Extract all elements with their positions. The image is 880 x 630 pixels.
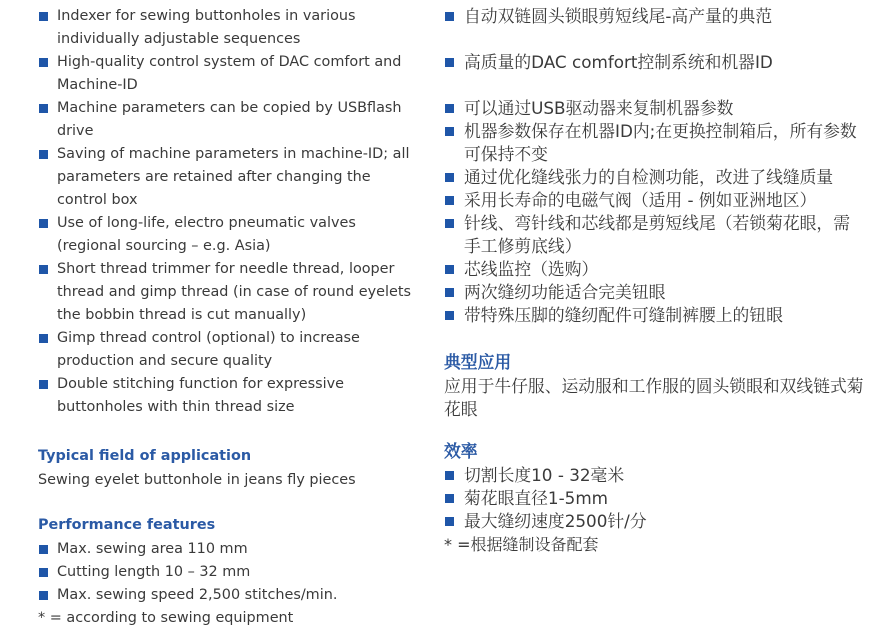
performance-text: Max. sewing area 110 mm bbox=[57, 541, 248, 557]
equipment-note: * = according to sewing equipment bbox=[38, 610, 294, 626]
square-bullet-icon bbox=[445, 219, 454, 228]
list-item bbox=[38, 258, 422, 327]
equipment-note: * =根据缝制设备配套 bbox=[444, 535, 599, 554]
square-bullet-icon bbox=[445, 311, 454, 320]
square-bullet-icon bbox=[39, 150, 48, 159]
performance-heading: Performance features bbox=[38, 517, 216, 533]
chinese-feature-list bbox=[444, 5, 864, 327]
list-item bbox=[444, 51, 864, 74]
list-item bbox=[38, 5, 422, 51]
application-text: 应用于牛仔服、运动服和工作服的圆头锁眼和双线链式菊花眼 bbox=[444, 376, 864, 419]
english-performance-list bbox=[38, 538, 422, 607]
performance-text: Max. sewing speed 2,500 stitches/min. bbox=[57, 587, 338, 603]
feature-text: Saving of machine parameters in machine-ID; all parameters are retained after changing the control box bbox=[57, 146, 410, 208]
feature-text: Indexer for sewing buttonholes in various individually adjustable sequences bbox=[57, 8, 356, 47]
feature-text: Use of long-life, electro pneumatic valves (regional sourcing – e.g. Asia) bbox=[57, 215, 356, 254]
list-item bbox=[38, 561, 422, 584]
feature-text: Short thread trimmer for needle thread, looper thread and gimp thread (in case of round eyelets the bobbin thread is cut manually) bbox=[57, 261, 411, 323]
performance-text: 切割长度10 - 32毫米 bbox=[464, 465, 625, 485]
list-item bbox=[38, 51, 422, 97]
feature-text: 自动双链圆头锁眼剪短线尾-高产量的典范 bbox=[464, 6, 773, 26]
feature-text: 采用长寿命的电磁气阀（适用 - 例如亚洲地区） bbox=[464, 190, 817, 210]
list-item bbox=[444, 258, 864, 281]
application-heading: 典型应用 bbox=[444, 352, 512, 372]
square-bullet-icon bbox=[39, 380, 48, 389]
english-feature-list bbox=[38, 5, 422, 419]
square-bullet-icon bbox=[445, 104, 454, 113]
square-bullet-icon bbox=[39, 334, 48, 343]
square-bullet-icon bbox=[445, 127, 454, 136]
feature-text: 高质量的DAC comfort控制系统和机器ID bbox=[464, 52, 773, 72]
chinese-performance-list bbox=[444, 464, 864, 533]
list-item bbox=[444, 510, 864, 533]
square-bullet-icon bbox=[445, 173, 454, 182]
feature-text: Double stitching function for expressive buttonholes with thin thread size bbox=[57, 376, 344, 415]
feature-text: 芯线监控（选购） bbox=[464, 259, 599, 279]
square-bullet-icon bbox=[445, 517, 454, 526]
square-bullet-icon bbox=[445, 288, 454, 297]
square-bullet-icon bbox=[39, 545, 48, 554]
performance-text: 菊花眼直径1-5mm bbox=[464, 488, 609, 508]
list-item bbox=[444, 487, 864, 510]
square-bullet-icon bbox=[39, 58, 48, 67]
square-bullet-icon bbox=[445, 471, 454, 480]
list-item bbox=[38, 538, 422, 561]
list-item bbox=[38, 143, 422, 212]
square-bullet-icon bbox=[39, 219, 48, 228]
list-item bbox=[444, 166, 864, 189]
performance-heading: 效率 bbox=[444, 441, 478, 461]
list-item bbox=[444, 5, 864, 28]
list-item bbox=[444, 120, 864, 166]
square-bullet-icon bbox=[39, 104, 48, 113]
feature-text: 针线、弯针线和芯线都是剪短线尾（若锁菊花眼，需手工修剪底线） bbox=[464, 213, 850, 256]
application-text: Sewing eyelet buttonhole in jeans fly pieces bbox=[38, 472, 356, 488]
list-item bbox=[444, 212, 864, 258]
list-item bbox=[444, 97, 864, 120]
feature-text: 通过优化缝线张力的自检测功能，改进了线缝质量 bbox=[464, 167, 834, 187]
chinese-column bbox=[444, 0, 864, 556]
feature-text: Machine parameters can be copied by USBflash drive bbox=[57, 100, 402, 139]
square-bullet-icon bbox=[39, 591, 48, 600]
square-bullet-icon bbox=[445, 12, 454, 21]
list-item bbox=[38, 212, 422, 258]
square-bullet-icon bbox=[445, 265, 454, 274]
list-item bbox=[444, 281, 864, 304]
feature-text: High-quality control system of DAC comfort and Machine-ID bbox=[57, 54, 402, 93]
list-item bbox=[38, 584, 422, 607]
list-item bbox=[38, 327, 422, 373]
square-bullet-icon bbox=[39, 265, 48, 274]
square-bullet-icon bbox=[39, 12, 48, 21]
feature-text: Gimp thread control (optional) to increase production and secure quality bbox=[57, 330, 360, 369]
performance-text: 最大缝纫速度2500针/分 bbox=[464, 511, 647, 531]
square-bullet-icon bbox=[445, 196, 454, 205]
feature-text: 带特殊压脚的缝纫配件可缝制裤腰上的钮眼 bbox=[464, 305, 783, 325]
english-column bbox=[38, 0, 422, 630]
square-bullet-icon bbox=[445, 58, 454, 67]
performance-text: Cutting length 10 – 32 mm bbox=[57, 564, 251, 580]
application-heading: Typical field of application bbox=[38, 448, 252, 464]
square-bullet-icon bbox=[39, 568, 48, 577]
feature-text: 机器参数保存在机器ID内;在更换控制箱后，所有参数可保持不变 bbox=[464, 121, 857, 164]
list-item bbox=[444, 189, 864, 212]
list-item bbox=[38, 97, 422, 143]
feature-text: 两次缝纫功能适合完美钮眼 bbox=[464, 282, 666, 302]
square-bullet-icon bbox=[445, 494, 454, 503]
list-item bbox=[38, 373, 422, 419]
list-item bbox=[444, 304, 864, 327]
feature-text: 可以通过USB驱动器来复制机器参数 bbox=[464, 98, 734, 118]
list-item bbox=[444, 464, 864, 487]
